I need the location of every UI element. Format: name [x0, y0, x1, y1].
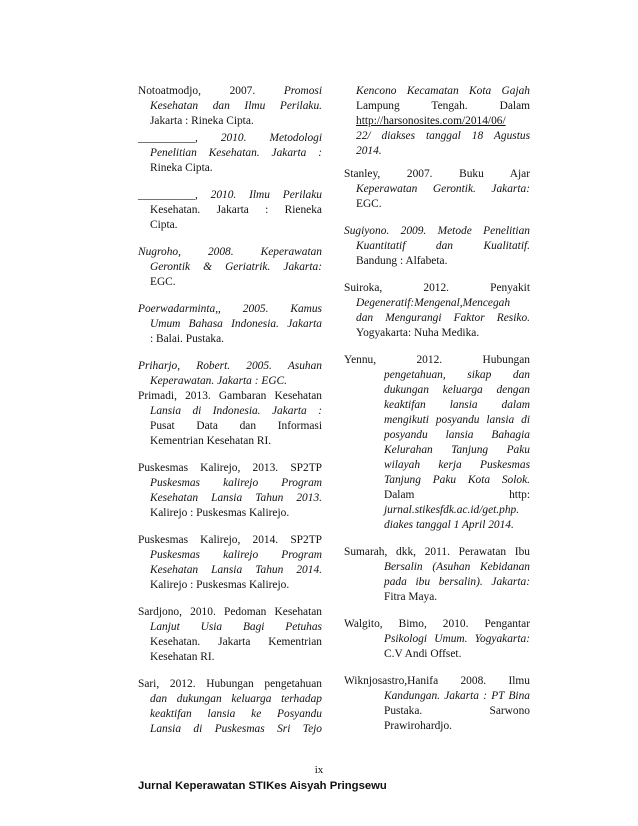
reference-sugiyono-2009: Sugiyono. 2009. Metode Penelitian Kuantitatif dan Kualitatif. Bandung : Alfabeta.	[344, 225, 530, 267]
reference-sari-2012: Sari, 2012. Hubungan pengetahuan dan dukungan keluarga terhadap keaktifan lansia ke Posyandu Lansia di Puskesmas Sri Tejo	[138, 678, 322, 735]
reference-walgito-2010: Walgito, Bimo, 2010. Pengantar Psikologi Umum. Yogyakarta: C.V Andi Offset.	[344, 618, 530, 660]
reference-sardjono-2010: Sardjono, 2010. Pedoman Kesehatan Lanjut Usia Bagi Petuhas Kesehatan. Jakarta Kementrian Kesehatan RI.	[138, 606, 322, 663]
reference-notoatmodjo-2010-ilmu-perilaku: __________, 2010. Ilmu Perilaku Kesehatan. Jakarta : Rieneka Cipta.	[138, 189, 322, 231]
reference-wiknjosastro-2008: Wiknjosastro,Hanifa 2008. Ilmu Kandungan. Jakarta : PT Bina Pustaka. Sarwono Prawirohardjo.	[344, 675, 530, 732]
reference-yennu-2012: Yennu, 2012. Hubungan pengetahuan, sikap dan dukungan keluarga dengan keaktifan lansia dalam mengikuti posyandu lansia di posyandu lansia Bahagia Kelurahan Tanjung Paku wilayah kerja Puskesmas Tanjung Paku Kota Solok. Dalam http: jurnal.stikesfdk.ac.id/get.php. diakes tanggal 1 April 2014.	[344, 354, 530, 531]
page-number: ix	[314, 764, 324, 776]
reference-sumarah-2011: Sumarah, dkk, 2011. Perawatan Ibu Bersalin (Asuhan Kebidanan pada ibu bersalin). Jakarta: Fitra Maya.	[344, 546, 530, 603]
references-right-column	[344, 84, 530, 734]
journal-footer: Jurnal Keperawatan STIKes Aisyah Pringsewu	[138, 780, 387, 792]
reference-sari-2012-continued: Kencono Kecamatan Kota Gajah Lampung Tengah. Dalam http://harsonosites.com/2014/06/ 22/ diakses tanggal 18 Agustus 2014.	[344, 84, 530, 159]
harsonosites-link[interactable]: http://harsonosites.com/2014/06/	[356, 115, 506, 127]
reference-puskesmas-kalirejo-2014: Puskesmas Kalirejo, 2014. SP2TP Puskesmas kalirejo Program Kesehatan Lansia Tahun 2014. Kalirejo : Puskesmas Kalirejo.	[138, 534, 322, 591]
ref-line: Notoatmodjo, 2007. Promosi	[138, 85, 322, 97]
reference-stanley-2007: Stanley, 2007. Buku Ajar Keperawatan Gerontik. Jakarta: EGC.	[344, 168, 530, 210]
reference-priharjo-2005: Priharjo, Robert. 2005. Asuhan Keperawatan. Jakarta : EGC.	[138, 360, 322, 387]
reference-notoatmodjo-2010-metodologi: __________, 2010. Metodologi Penelitian Kesehatan. Jakarta : Rineka Cipta.	[138, 132, 322, 174]
reference-nugroho-2008: Nugroho, 2008. Keperawatan Gerontik & Geriatrik. Jakarta: EGC.	[138, 246, 322, 288]
references-left-column	[138, 84, 322, 737]
reference-primadi-2013: Primadi, 2013. Gambaran Kesehatan Lansia di Indonesia. Jakarta : Pusat Data dan Informasi Kementrian Kesehatan RI.	[138, 390, 322, 447]
reference-notoatmodjo-2007: Notoatmodjo, 2007. Promosi Kesehatan dan Ilmu Perilaku. Jakarta : Rineka Cipta.	[138, 85, 322, 127]
reference-poerwadarminta-2005: Poerwadarminta,, 2005. Kamus Umum Bahasa Indonesia. Jakarta : Balai. Pustaka.	[138, 303, 322, 345]
reference-suiroka-2012: Suiroka, 2012. Penyakit Degeneratif:Mengenal,Mencegah dan Mengurangi Faktor Resiko. Yogyakarta: Nuha Medika.	[344, 282, 530, 339]
reference-puskesmas-kalirejo-2013: Puskesmas Kalirejo, 2013. SP2TP Puskesmas kalirejo Program Kesehatan Lansia Tahun 2013. Kalirejo : Puskesmas Kalirejo.	[138, 462, 322, 519]
